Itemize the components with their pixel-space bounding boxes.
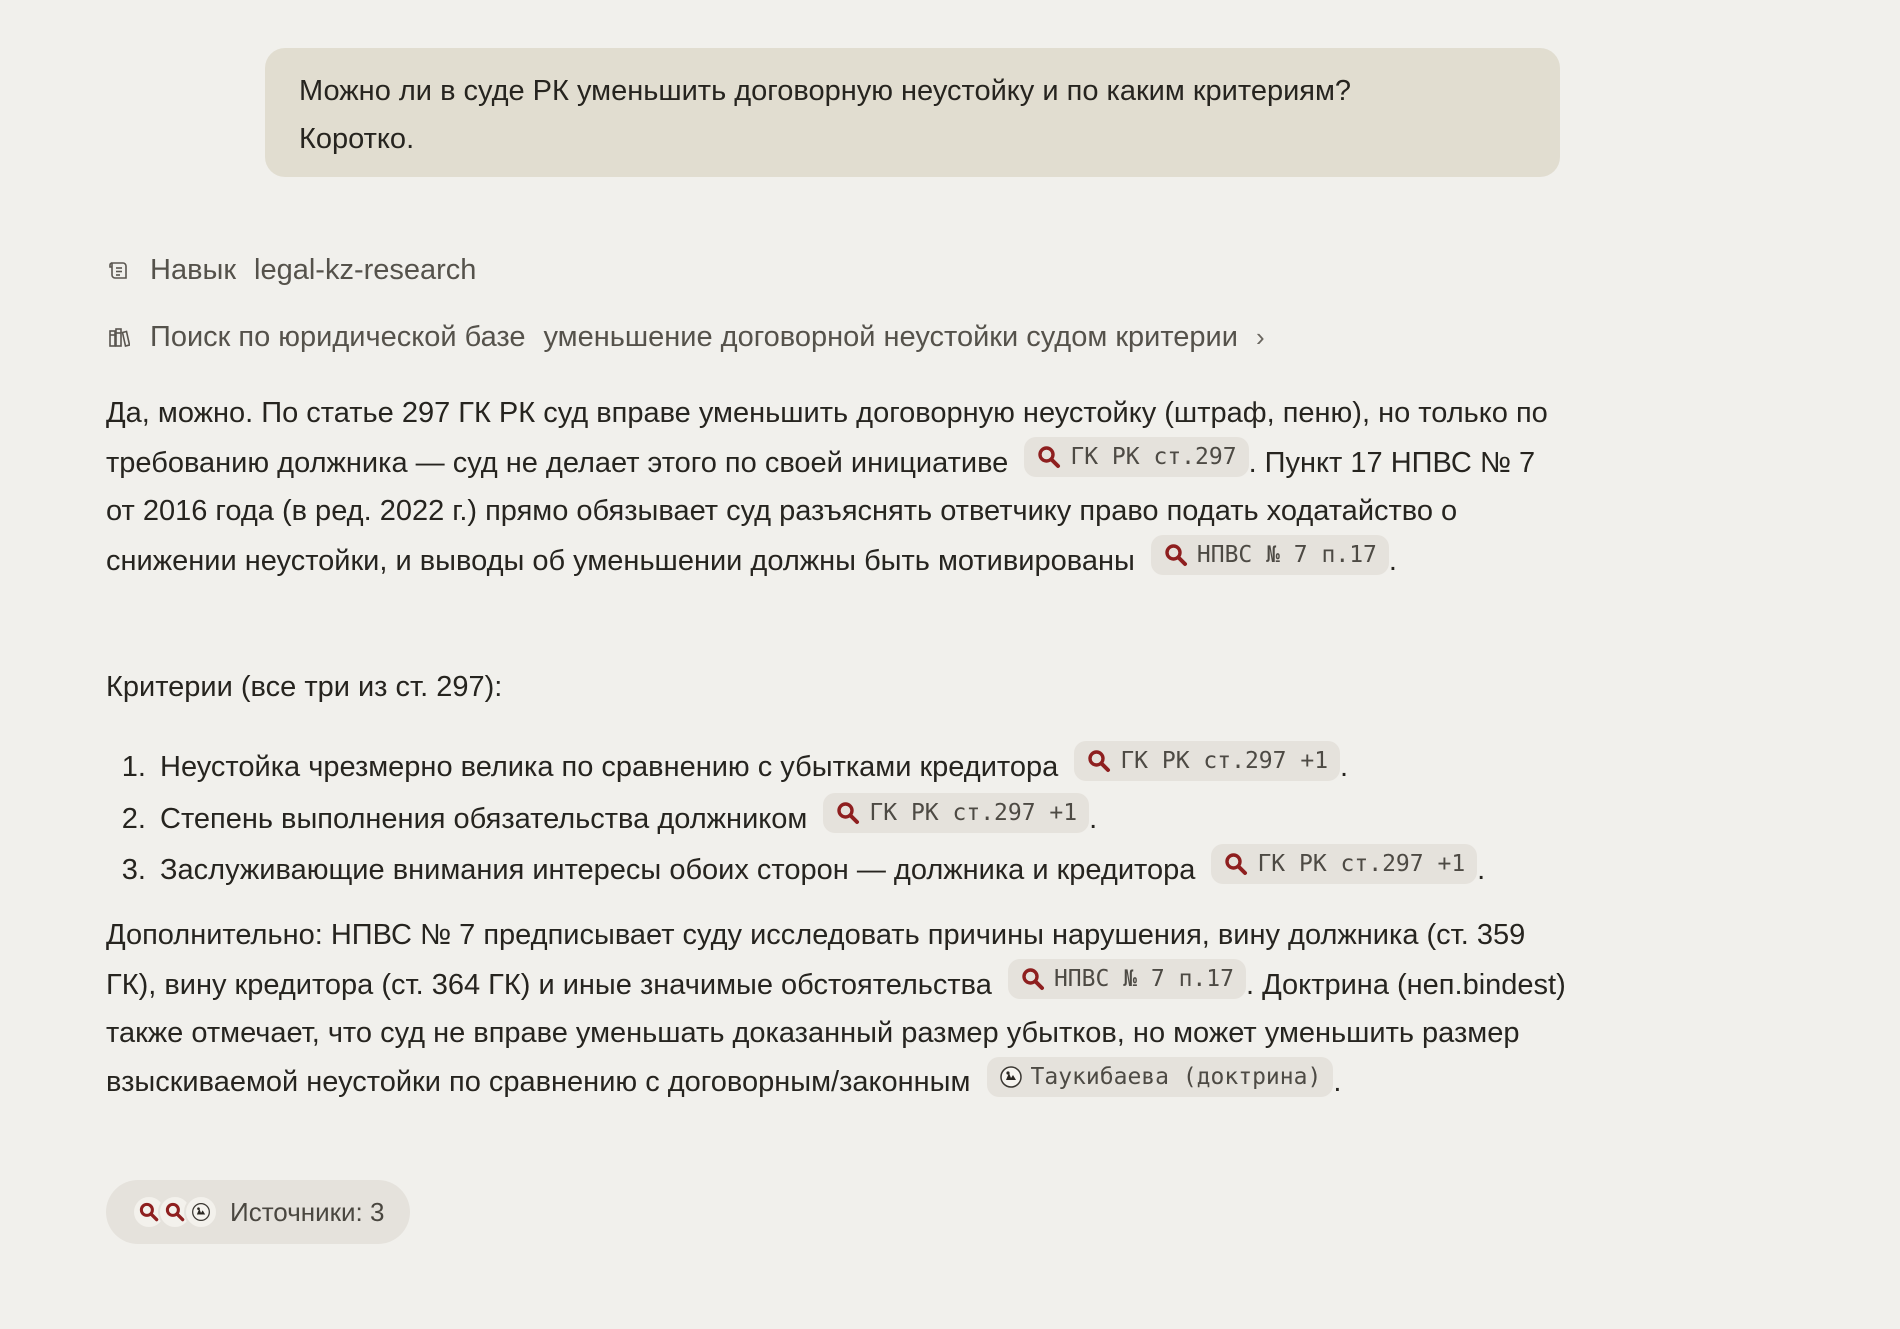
citation-label: ГК РК ст.297 [1070, 444, 1237, 470]
criterion-text: Неустойка чрезмерно велика по сравнению с убытками кредитора [160, 751, 1059, 783]
user-message-line-1: Можно ли в суде РК уменьшить договорную неустойку и по каким критериям? [299, 75, 1352, 107]
citation-chip[interactable] [1151, 535, 1389, 575]
criterion-text: Заслуживающие внимания интересы обоих сторон — должника и кредитора [160, 854, 1196, 886]
citation-label: ГК РК ст.297 +1 [869, 799, 1078, 826]
answer-paragraph-3 [106, 911, 1566, 1106]
criteria-list [106, 741, 1654, 896]
search-icon [1223, 851, 1249, 877]
criterion-end: . [1340, 751, 1349, 783]
doctrine-icon [999, 1065, 1023, 1089]
doctrine-icon [184, 1195, 218, 1229]
search-icon [1036, 444, 1062, 470]
citation-chip[interactable] [1024, 437, 1248, 477]
list-item [154, 741, 1654, 793]
scroll-icon [106, 258, 132, 284]
answer-text: . Пункт 17 НПВС № 7 от 2016 года (в ред. 2022 г.) прямо обязывает суд разъяснять ответчику право подать ходатайство о снижении неустойки, и выводы об уменьшении должны быть мотивированы [106, 447, 1536, 577]
search-tool-label: Поиск по юридической базе [150, 321, 526, 353]
citation-chip[interactable] [987, 1057, 1334, 1097]
citation-label: НПВС № 7 п.17 [1053, 966, 1234, 992]
skill-tool-row[interactable] [106, 254, 476, 287]
criterion-text: Степень выполнения обязательства должником [160, 802, 808, 835]
search-query: уменьшение договорной неустойки судом критерии [543, 321, 1238, 353]
user-message-bubble [265, 48, 1560, 177]
sources-button[interactable] [106, 1180, 410, 1244]
citation-chip[interactable] [1074, 741, 1340, 781]
chevron-right-icon[interactable]: › [1255, 322, 1265, 352]
answer-text: Дополнительно: НПВС № 7 предписывает суду исследовать причины нарушения, вину должника (ст. 359 ГК), вину кредитора (ст. 364 ГК) и иные значимые обстоятельства [106, 919, 1526, 1001]
answer-paragraph-1 [106, 389, 1566, 585]
answer-text: Да, можно. По статье 297 ГК РК суд вправе уменьшить договорную неустойку (штраф, пеню), но только по требованию должника — суд не делает этого по своей инициативе [106, 397, 1548, 479]
search-icon [1020, 966, 1046, 992]
legal-search-tool-row[interactable] [106, 321, 1265, 354]
list-item [154, 793, 1654, 845]
search-icon [835, 800, 861, 826]
source-icons [132, 1195, 210, 1229]
search-icon [1086, 748, 1112, 774]
citation-chip[interactable] [1008, 959, 1246, 999]
citation-label: ГК РК ст.297 +1 [1257, 851, 1466, 877]
sources-label: Источники: 3 [230, 1196, 385, 1227]
answer-text: . [1333, 1066, 1342, 1098]
citation-chip[interactable] [823, 793, 1089, 833]
skill-label: Навык [150, 254, 237, 286]
citation-chip[interactable] [1211, 844, 1477, 884]
answer-text: . [1388, 545, 1397, 577]
criterion-end: . [1089, 802, 1098, 835]
citation-label: Таукибаева (доктрина) [1030, 1064, 1322, 1090]
criteria-intro: Критерии (все три из ст. 297): [106, 671, 503, 703]
citation-label: НПВС № 7 п.17 [1196, 542, 1377, 568]
answer-text: . Доктрина (неп.bindest) также отмечает, что суд не вправе уменьшать доказанный размер убытков, но может уменьшить размер взыскиваемой неустойки по сравнению с договорным/законным [106, 969, 1566, 1098]
citation-label: ГК РК ст.297 +1 [1120, 748, 1329, 774]
list-item [154, 844, 1654, 896]
criterion-end: . [1477, 854, 1486, 886]
books-icon [106, 325, 132, 351]
skill-name: legal-kz-research [254, 254, 477, 286]
search-icon [1163, 542, 1189, 568]
user-message-line-2: Коротко. [299, 123, 415, 155]
